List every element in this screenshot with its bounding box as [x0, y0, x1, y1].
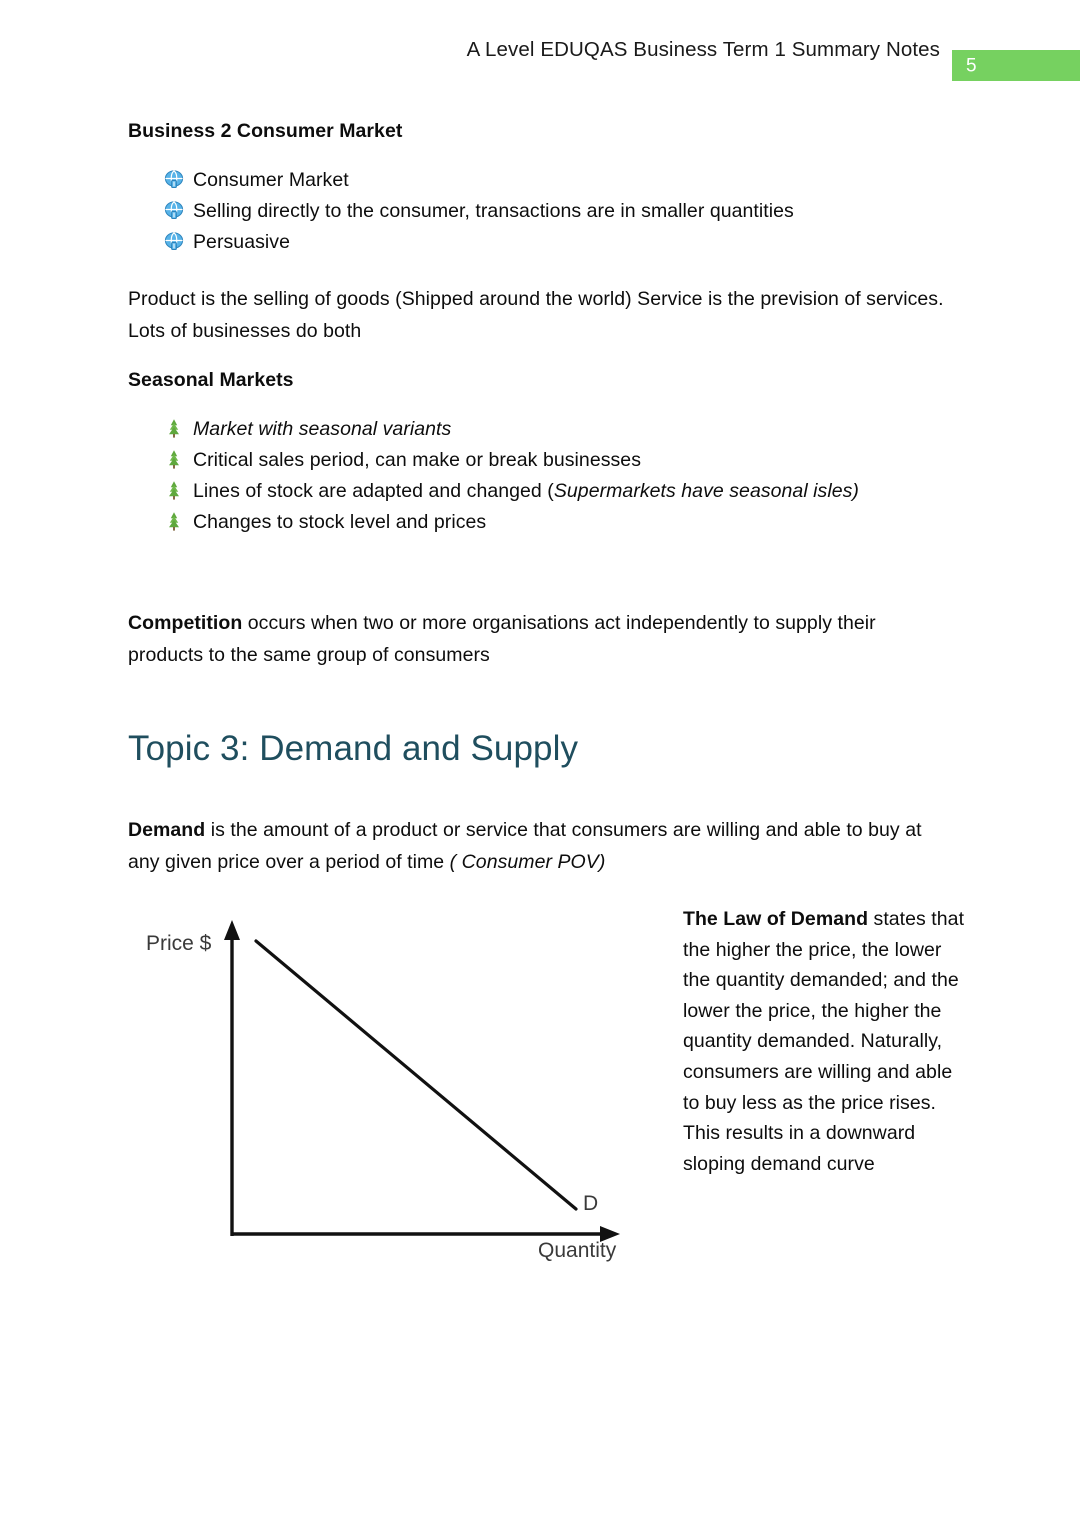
paragraph-demand-definition: [128, 815, 952, 878]
list-item-label: Changes to stock level and prices: [193, 511, 487, 533]
header-title: A Level EDUQAS Business Term 1 Summary Notes: [466, 38, 940, 61]
list-item: [128, 414, 952, 445]
page-header: [0, 0, 1080, 92]
heading-business-2-consumer-market: Business 2 Consumer Market: [128, 120, 403, 142]
globe-icon: [164, 200, 184, 221]
pine-tree-icon: [164, 511, 184, 532]
demand-italic-tail: ( Consumer POV): [449, 850, 606, 873]
pine-tree-icon: [164, 418, 184, 439]
pine-tree-icon: [164, 449, 184, 470]
heading-seasonal-markets: Seasonal Markets: [128, 369, 294, 391]
list-item-label: Critical sales period, can make or break businesses: [193, 449, 642, 471]
law-of-demand-text: [683, 904, 965, 1179]
competition-bold-lead: Competition: [128, 612, 243, 634]
list-item: [128, 165, 952, 196]
seasonal-markets-list: [128, 414, 952, 538]
competition-rest: occurs when two or more organisations act independently to supply their products to the same group of consumers: [128, 612, 876, 666]
paragraph-competition: [128, 608, 952, 671]
page-number-bar: [952, 50, 1080, 81]
list-item: [128, 507, 952, 538]
list-item-label: Persuasive: [193, 231, 290, 253]
list-item: [128, 196, 952, 227]
globe-icon: [164, 169, 184, 190]
demand-curve-chart: [128, 904, 658, 1274]
demand-figure-row: [128, 904, 965, 1276]
list-item: [128, 445, 952, 476]
demand-rest: is the amount of a product or service that consumers are willing and able to buy at any given price over a period of time: [128, 819, 922, 873]
topic-3-heading: Topic 3: Demand and Supply: [128, 729, 579, 768]
law-of-demand-rest: states that the higher the price, the lower the quantity demanded; and the lower the price, the higher the quantity demanded. Naturally, consumers are willing and able to buy less as the price rises. This results in a downward sloping demand curve: [683, 908, 965, 1175]
globe-icon: [164, 231, 184, 252]
law-of-demand-bold-lead: The Law of Demand: [683, 908, 869, 930]
list-item-label: Market with seasonal variants: [193, 418, 452, 440]
list-item-label: Consumer Market: [193, 169, 349, 191]
list-item: [128, 476, 952, 507]
list-item-label-italic: Supermarkets have seasonal isles): [553, 480, 859, 502]
demand-curve-line: [256, 941, 576, 1209]
x-axis-label: Quantity: [538, 1239, 617, 1262]
document-content: [128, 120, 965, 1276]
list-item: [128, 227, 952, 258]
page-number: 5: [966, 55, 977, 76]
list-item-label: Selling directly to the consumer, transactions are in smaller quantities: [193, 200, 794, 222]
list-item-label-plain: Lines of stock are adapted and changed (: [193, 480, 554, 502]
demand-bold-lead: Demand: [128, 819, 206, 841]
paragraph-product-service: Product is the selling of goods (Shipped around the world) Service is the prevision of services. Lots of businesses do both: [128, 288, 944, 342]
y-axis: [224, 920, 240, 1236]
y-axis-label: Price $: [146, 932, 212, 955]
demand-curve-annotation: D: [583, 1192, 599, 1215]
pine-tree-icon: [164, 480, 184, 501]
consumer-market-list: [128, 165, 952, 258]
